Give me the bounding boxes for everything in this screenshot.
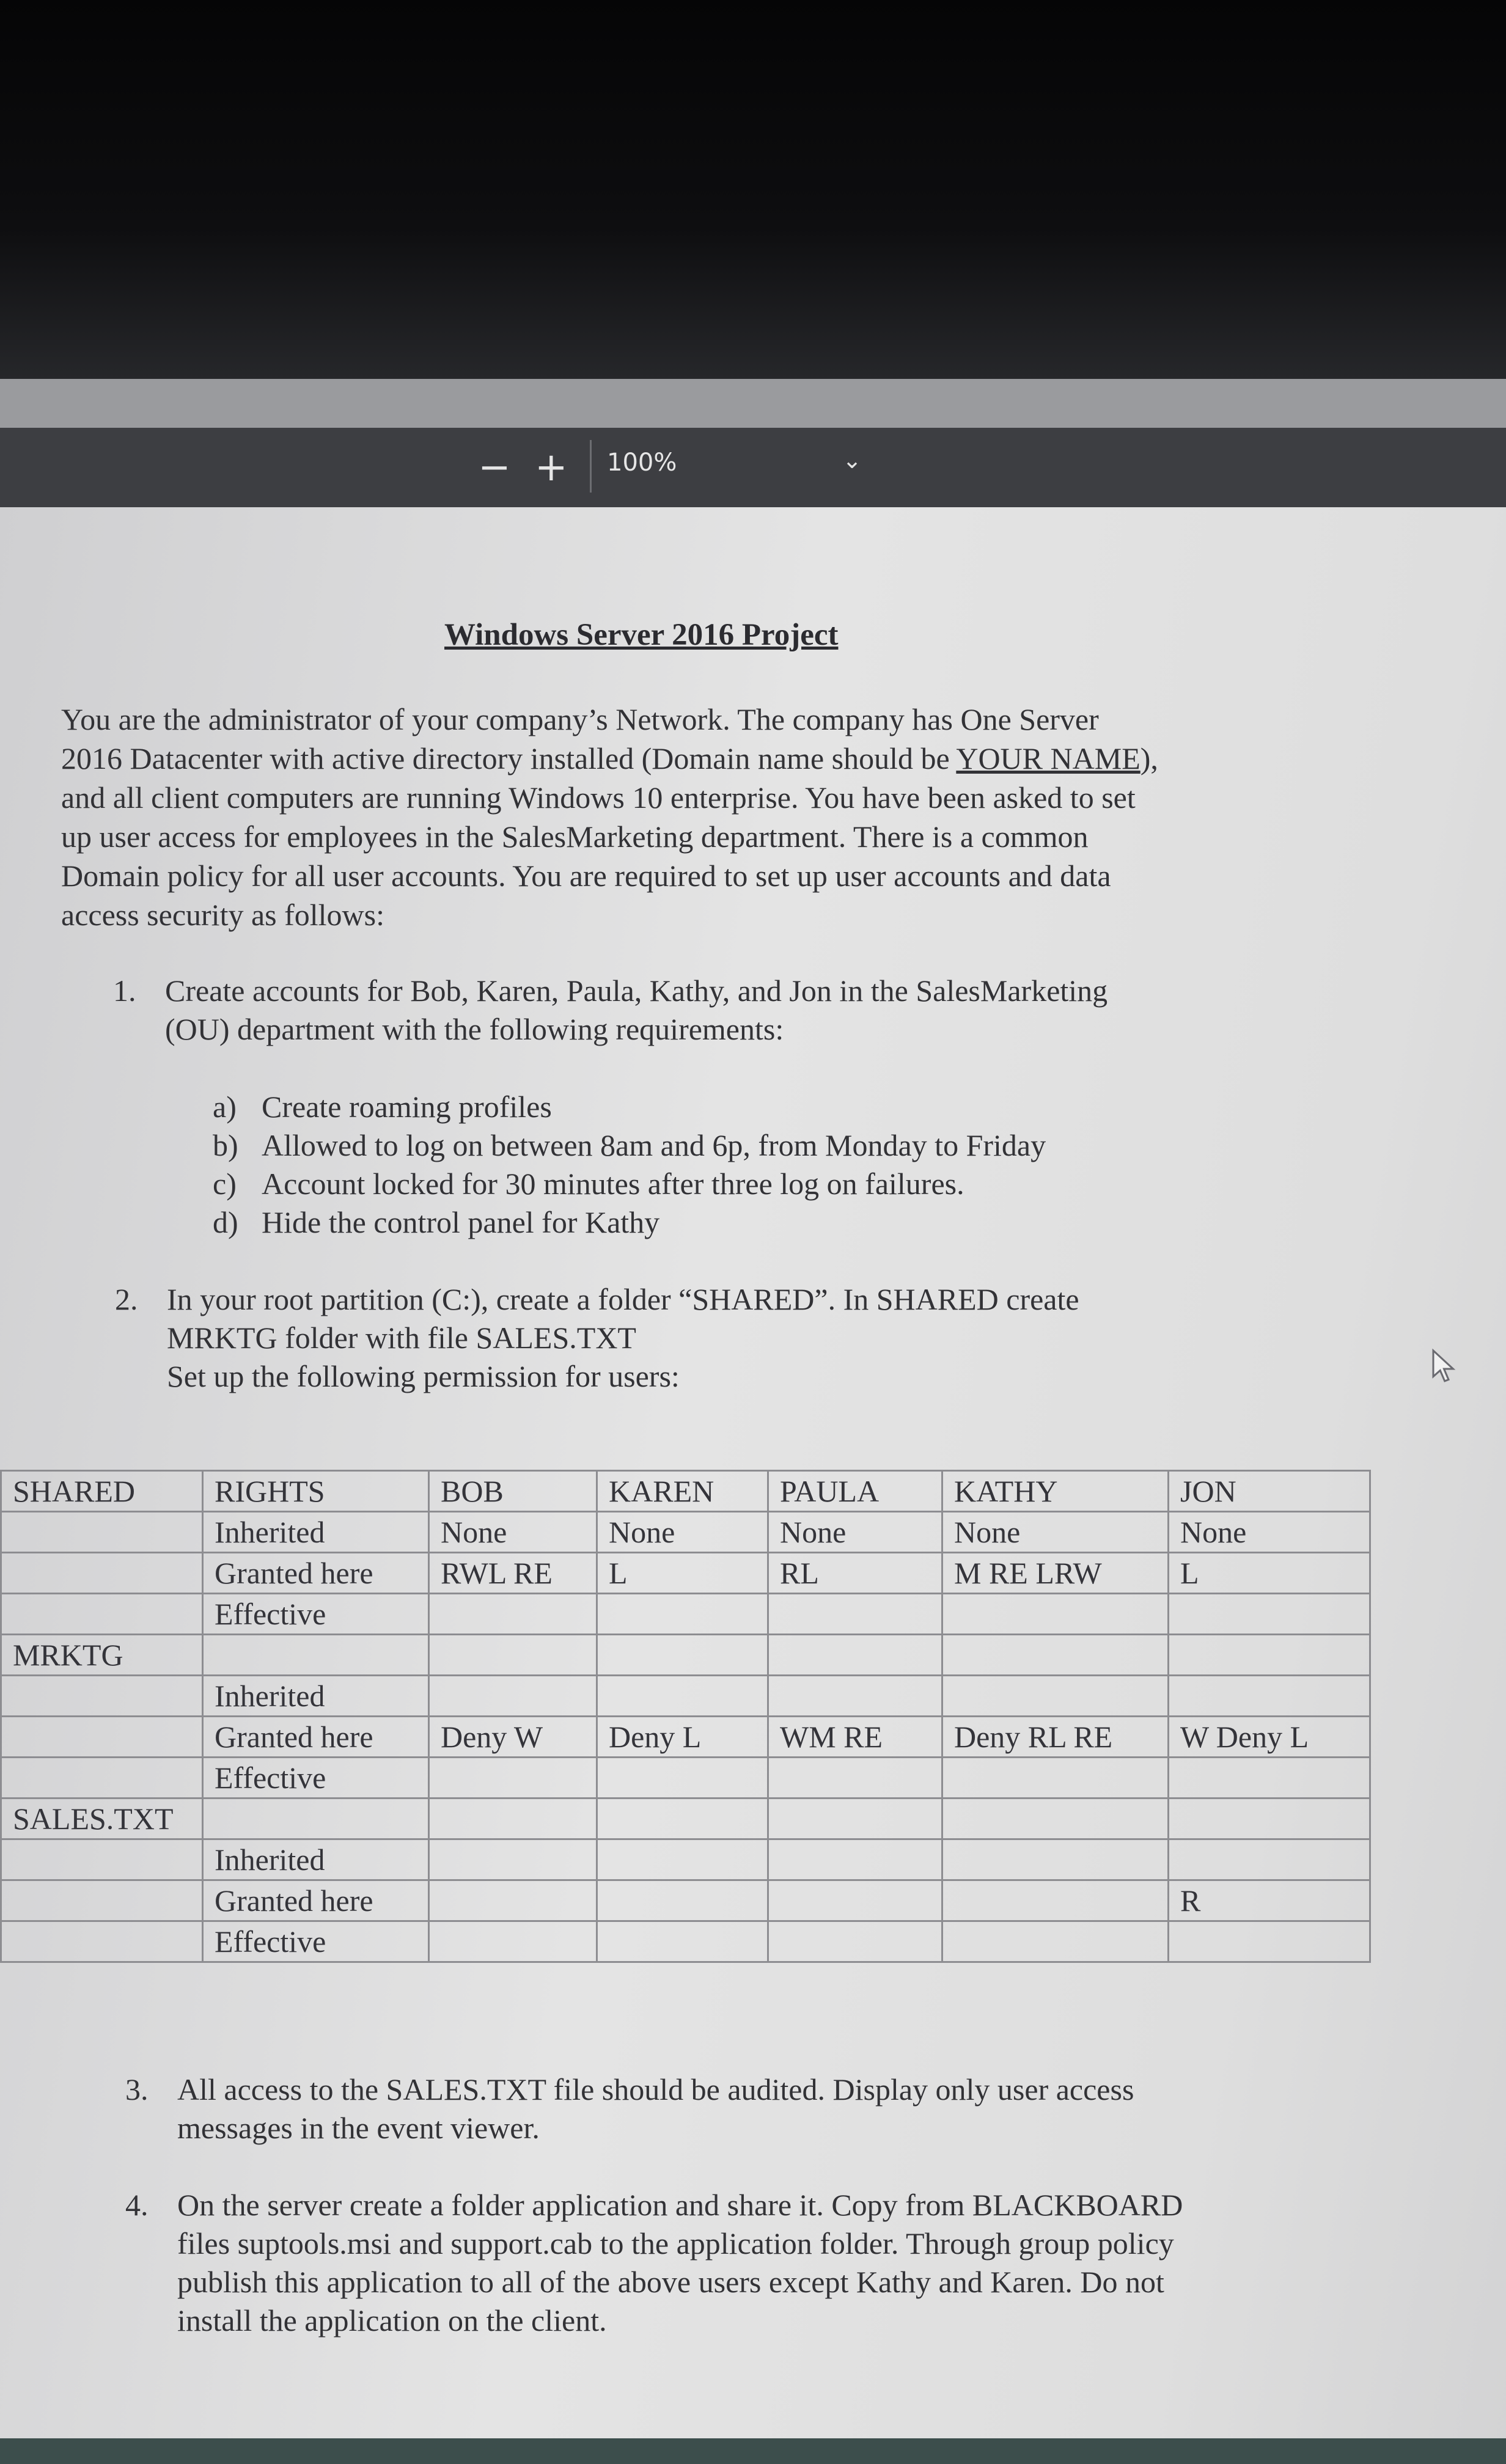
table-cell <box>942 1880 1169 1921</box>
item-number: 4. <box>125 2188 149 2222</box>
intro-line: Domain policy for all user accounts. You are required to set up user accounts and data <box>61 859 1111 893</box>
table-cell <box>942 1676 1169 1717</box>
table-cell: M RE LRW <box>942 1553 1169 1594</box>
table-cell <box>1169 1921 1370 1962</box>
table-cell: R <box>1169 1880 1370 1921</box>
table-cell <box>768 1758 942 1799</box>
table-header-cell: BOB <box>429 1471 597 1512</box>
sub-item-letter: b) <box>213 1128 238 1162</box>
zoom-in-button[interactable]: + <box>535 445 568 490</box>
table-cell: Inherited <box>203 1512 429 1553</box>
window-top-band <box>0 379 1506 428</box>
table-cell <box>429 1880 597 1921</box>
table-cell <box>942 1594 1169 1635</box>
table-cell: Deny RL RE <box>942 1717 1169 1758</box>
table-cell <box>942 1799 1169 1839</box>
table-cell: Inherited <box>203 1676 429 1717</box>
table-cell <box>597 1594 768 1635</box>
sub-item-text: Account locked for 30 minutes after three log on failures. <box>262 1167 964 1201</box>
zoom-out-button[interactable]: − <box>478 445 511 490</box>
table-cell <box>597 1635 768 1676</box>
table-cell <box>1 1758 203 1799</box>
table-cell <box>942 1839 1169 1880</box>
table-cell <box>597 1676 768 1717</box>
table-row <box>1 1839 1370 1880</box>
table-cell: None <box>597 1512 768 1553</box>
table-cell: None <box>1169 1512 1370 1553</box>
table-cell <box>429 1921 597 1962</box>
table-cell: MRKTG <box>1 1635 203 1676</box>
table-cell <box>1 1594 203 1635</box>
item-number: 2. <box>115 1282 138 1316</box>
table-header-cell: PAULA <box>768 1471 942 1512</box>
table-row <box>1 1799 1370 1839</box>
table-cell: Inherited <box>203 1839 429 1880</box>
sub-item-text: Hide the control panel for Kathy <box>262 1205 660 1239</box>
table-row <box>1 1717 1370 1758</box>
table-cell: L <box>1169 1553 1370 1594</box>
item-text: MRKTG folder with file SALES.TXT <box>167 1321 636 1355</box>
table-cell: L <box>597 1553 768 1594</box>
table-cell <box>429 1839 597 1880</box>
table-row <box>1 1512 1370 1553</box>
intro-line: and all client computers are running Windows 10 enterprise. You have been asked to set <box>61 780 1136 815</box>
sub-item-text: Allowed to log on between 8am and 6p, from Monday to Friday <box>262 1128 1046 1162</box>
domain-name-placeholder: YOUR NAME <box>956 741 1141 776</box>
zoom-level-value: 100% <box>607 449 677 477</box>
table-cell: Granted here <box>203 1717 429 1758</box>
table-cell <box>768 1839 942 1880</box>
table-header-cell: SHARED <box>1 1471 203 1512</box>
taskbar-edge <box>0 2438 1506 2464</box>
table-cell <box>768 1799 942 1839</box>
table-header-cell: KATHY <box>942 1471 1169 1512</box>
page-title: Windows Server 2016 Project <box>444 618 839 652</box>
table-cell: None <box>768 1512 942 1553</box>
table-cell <box>1 1512 203 1553</box>
table-cell: WM RE <box>768 1717 942 1758</box>
table-cell: Effective <box>203 1594 429 1635</box>
intro-line: access security as follows: <box>61 898 385 932</box>
mouse-pointer-icon <box>1427 1348 1464 1384</box>
table-cell <box>942 1635 1169 1676</box>
intro-line: You are the administrator of your company’s Network. The company has One Server <box>61 702 1099 736</box>
table-cell <box>597 1880 768 1921</box>
table-row <box>1 1594 1370 1635</box>
item-number: 1. <box>113 974 136 1008</box>
table-cell <box>768 1594 942 1635</box>
table-cell: None <box>429 1512 597 1553</box>
table-cell <box>429 1594 597 1635</box>
table-cell: Effective <box>203 1921 429 1962</box>
table-cell <box>429 1676 597 1717</box>
table-cell <box>1169 1635 1370 1676</box>
table-cell <box>1 1921 203 1962</box>
table-cell <box>1 1839 203 1880</box>
item-text: (OU) department with the following requirements: <box>165 1012 784 1046</box>
item-text: Create accounts for Bob, Karen, Paula, Kathy, and Jon in the SalesMarketing <box>165 974 1108 1008</box>
table-cell: W Deny L <box>1169 1717 1370 1758</box>
table-cell <box>597 1799 768 1839</box>
table-cell <box>203 1799 429 1839</box>
item-text: All access to the SALES.TXT file should be audited. Display only user access <box>177 2072 1134 2106</box>
table-cell <box>768 1635 942 1676</box>
intro-line: up user access for employees in the SalesMarketing department. There is a common <box>61 820 1089 854</box>
item-text: Set up the following permission for users: <box>167 1359 680 1393</box>
table-header-cell: JON <box>1169 1471 1370 1512</box>
chevron-down-icon[interactable]: ⌄ <box>842 447 862 474</box>
table-cell: RWL RE <box>429 1553 597 1594</box>
table-cell: SALES.TXT <box>1 1799 203 1839</box>
table-cell <box>597 1921 768 1962</box>
table-cell: RL <box>768 1553 942 1594</box>
item-text: In your root partition (C:), create a folder “SHARED”. In SHARED create <box>167 1282 1079 1316</box>
table-cell <box>942 1921 1169 1962</box>
item-text: files suptools.msi and support.cab to the application folder. Through group policy <box>177 2226 1174 2260</box>
table-row <box>1 1553 1370 1594</box>
table-cell <box>1 1553 203 1594</box>
table-header-cell: RIGHTS <box>203 1471 429 1512</box>
table-cell <box>1169 1676 1370 1717</box>
table-cell: None <box>942 1512 1169 1553</box>
table-cell <box>597 1839 768 1880</box>
table-cell <box>942 1758 1169 1799</box>
zoom-level-select[interactable] <box>590 440 879 493</box>
item-text: publish this application to all of the above users except Kathy and Karen. Do not <box>177 2265 1164 2299</box>
table-cell <box>429 1799 597 1839</box>
table-cell <box>429 1758 597 1799</box>
table-cell <box>597 1758 768 1799</box>
table-header-cell: KAREN <box>597 1471 768 1512</box>
table-cell <box>1 1717 203 1758</box>
table-cell <box>1169 1594 1370 1635</box>
table-cell <box>203 1635 429 1676</box>
table-cell <box>1 1880 203 1921</box>
item-number: 3. <box>125 2072 149 2106</box>
intro-line: 2016 Datacenter with active directory installed (Domain name should be YOUR NAME), <box>61 741 1158 776</box>
table-cell <box>768 1880 942 1921</box>
table-cell <box>1169 1839 1370 1880</box>
item-text: On the server create a folder application and share it. Copy from BLACKBOARD <box>177 2188 1183 2222</box>
table-cell <box>429 1635 597 1676</box>
table-cell: Granted here <box>203 1880 429 1921</box>
table-cell <box>1169 1758 1370 1799</box>
photo-dark-background <box>0 0 1506 379</box>
table-cell <box>768 1921 942 1962</box>
sub-item-text: Create roaming profiles <box>262 1090 552 1124</box>
table-row <box>1 1921 1370 1962</box>
table-cell: Effective <box>203 1758 429 1799</box>
item-text: messages in the event viewer. <box>177 2111 540 2145</box>
intro-paragraph <box>61 700 1302 934</box>
table-row <box>1 1758 1370 1799</box>
table-header-row <box>1 1471 1370 1512</box>
sub-item-letter: c) <box>213 1167 237 1201</box>
table-row <box>1 1676 1370 1717</box>
table-cell <box>768 1676 942 1717</box>
table-cell <box>1 1676 203 1717</box>
item-text: install the application on the client. <box>177 2303 607 2338</box>
table-cell: Deny W <box>429 1717 597 1758</box>
sub-item-letter: d) <box>213 1205 238 1239</box>
table-cell: Deny L <box>597 1717 768 1758</box>
permission-table <box>0 1470 1371 1963</box>
table-cell: Granted here <box>203 1553 429 1594</box>
sub-item-letter: a) <box>213 1090 237 1124</box>
table-row <box>1 1635 1370 1676</box>
table-cell <box>1169 1799 1370 1839</box>
table-row <box>1 1880 1370 1921</box>
